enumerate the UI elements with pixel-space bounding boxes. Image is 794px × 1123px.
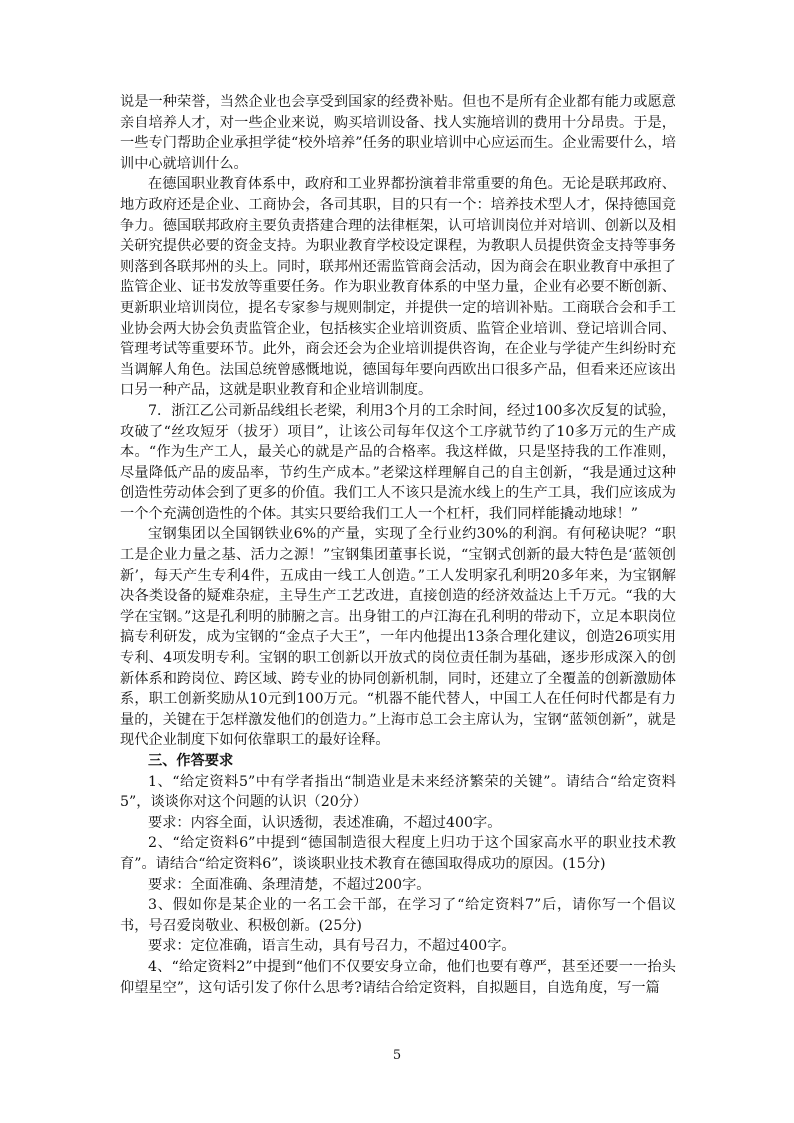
question-3: 3、假如你是某企业的一名工会干部，在学习了“给定资料7”后，请你写一个倡议书，号召爱岗敬业、积极创新。(25分) bbox=[120, 897, 676, 934]
question-1-requirement: 要求：内容全面，认识透彻，表述准确，不超过400字。 bbox=[148, 814, 502, 831]
document-page bbox=[120, 92, 676, 998]
paragraph-1: 说是一种荣誉，当然企业也会享受到国家的经费补贴。但也不是所有企业都有能力或愿意亲自培养人才，对一些企业来说，购买培训设备、找人实施培训的费用十分昂贵。于是，一些专门帮助企业承担学徒“校外培养”任务的职业培训中心应运而生。企业需要什么，培训中心就培训什么。 bbox=[120, 94, 676, 172]
paragraph-3: 7．浙江乙公司新品线组长老梁，利用3个月的工余时间，经过100多次反复的试验，攻破了“丝攻短牙（拔牙）项目”，让该公司每年仅这个工序就节约了10多万元的生产成本。“作为生产工人，最关心的就是产品的合格率。我这样做，只是坚持我的工作准则，尽量降低产品的废品率，节约生产成本。”老梁这样理解自己的自主创新，“我是通过这种创造性劳动体会到了更多的价值。我们工人不该只是流水线上的生产工具，我们应该成为一个个充满创造性的个体。其实只要给我们工人一个杠杆，我们同样能撬动地球！” bbox=[120, 402, 676, 522]
paragraph-4: 宝钢集团以全国钢铁业6%的产量，实现了全行业约30%的利润。有何秘诀呢？“职工是企业力量之基、活力之源！”宝钢集团董事长说，“宝钢式创新的最大特色是‘蓝领创新’，每天产生专利4件，五成由一线工人创造。”工人发明家孔利明20多年来，为宝钢解决各类设备的疑难杂症，主导生产工艺改进，直接创造的经济效益达上千万元。“我的大学在宝钢。”这是孔利明的肺腑之言。出身钳工的卢江海在孔利明的带动下，立足本职岗位搞专利研发，成为宝钢的“金点子大王”，一年内他提出13条合理化建议，创造26项实用专利、4项发明专利。宝钢的职工创新以开放式的岗位责任制为基础，逐步形成深入的创新体系和跨岗位、跨区域、跨专业的协同创新机制，同时，还建立了全覆盖的创新激励体系，职工创新奖励从10元到100万元。“机器不能代替人，中国工人在任何时代都是有力量的，关键在于怎样激发他们的创造力。”上海市总工会主席认为，宝钢“蓝领创新”，就是现代企业制度下如何依靠职工的最好诠释。 bbox=[120, 526, 676, 749]
question-2-requirement: 要求：全面准确、条理清楚，不超过200字。 bbox=[148, 876, 431, 893]
paragraph-2: 在德国职业教育体系中，政府和工业界都扮演着非常重要的角色。无论是联邦政府、地方政府还是企业、工商协会，各司其职，目的只有一个：培养技术型人才，保持德国竞争力。德国联邦政府主要负责搭建合理的法律框架，认可培训岗位并对培训、创新以及相关研究提供必要的资金支持。为职业教育学校设定课程，为教职人员提供资金支持等事务则落到各联邦州的头上。同时，联邦州还需监管商会活动，因为商会在职业教育中承担了监管企业、证书发放等重要任务。作为职业教育体系的中坚力量，企业有必要不断创新、更新职业培训岗位，提名专家参与规则制定，并提供一定的培训补贴。工商联合会和手工业协会两大协会负责监管企业，包括核实企业培训资质、监管企业培训、登记培训合同、管理考试等重要环节。此外，商会还会为企业培训提供咨询，在企业与学徒产生纠纷时充当调解人角色。法国总统曾感慨地说，德国每年要向西欧出口很多产品，但看来还应该出口另一种产品，这就是职业教育和企业培训制度。 bbox=[120, 176, 676, 399]
question-1: 1、“给定资料5”中有学者指出“制造业是未来经济繁荣的关键”。请结合“给定资料5”，谈谈你对这个问题的认识（20分） bbox=[120, 773, 676, 811]
page-number: 5 bbox=[392, 1048, 402, 1063]
section-heading: 三、作答要求 bbox=[148, 753, 234, 769]
question-2: 2、“给定资料6”中提到“德国制造很大程度上归功于这个国家高水平的职业技术教育”。请结合“给定资料6”，谈谈职业技术教育在德国取得成功的原因。(15分) bbox=[120, 835, 676, 872]
question-4: 4、“给定资料2”中提到“他们不仅要安身立命，他们也要有尊严，甚至还要一一抬头仰望星空”，这句话引发了你什么思考?请结合给定资料，自拟题目，自选角度，写一篇 bbox=[120, 958, 676, 996]
question-3-requirement: 要求：定位准确，语言生动，具有号召力，不超过400字。 bbox=[148, 938, 516, 955]
